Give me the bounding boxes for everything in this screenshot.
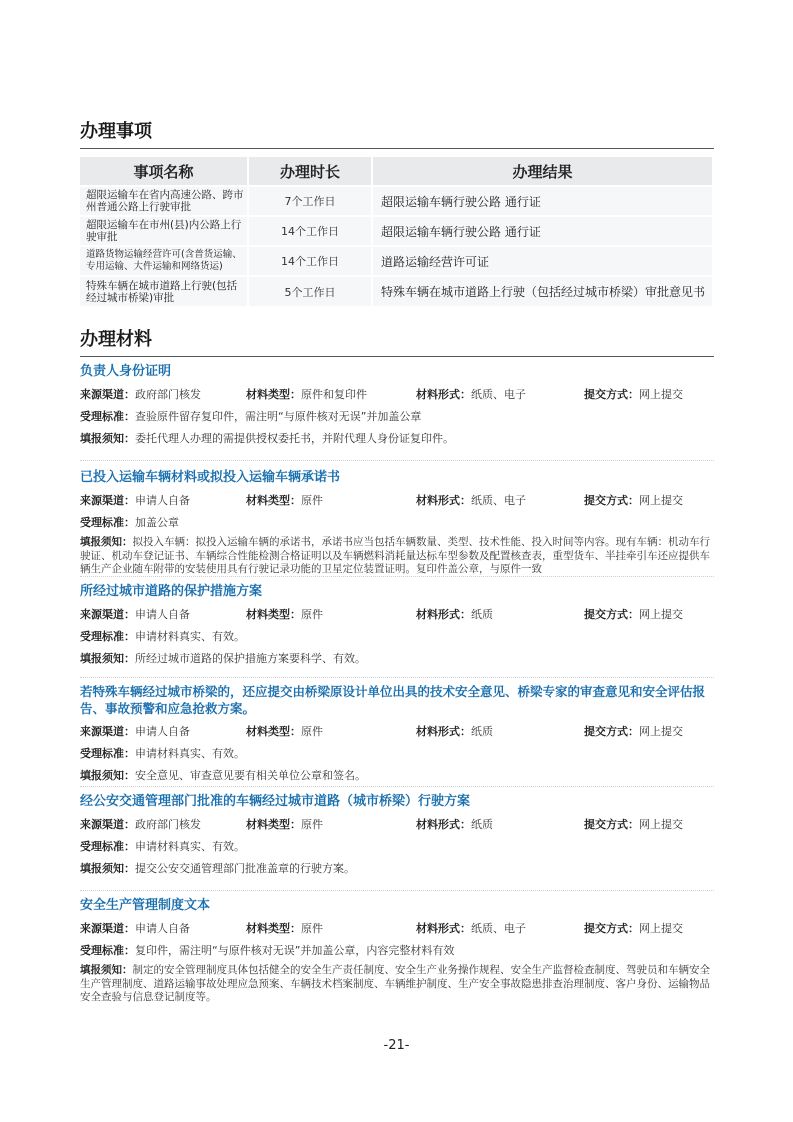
table-row (80, 246, 713, 276)
standard-line (80, 406, 714, 428)
submit-value: 网上提交 (639, 725, 683, 738)
material-meta-row (80, 918, 714, 940)
material-meta-row (80, 490, 714, 512)
type-label: 材料类型： (246, 388, 301, 401)
notes-value: 安全意见、审查意见要有相关单位公章和签名。 (135, 769, 366, 782)
material-meta-row (80, 721, 714, 743)
submit-label: 提交方式： (584, 388, 639, 401)
standard-value: 加盖公章 (135, 516, 179, 529)
material-item (80, 469, 714, 579)
notes-label: 填报须知： (80, 769, 135, 782)
notes-line (80, 858, 714, 880)
source-value: 政府部门核发 (135, 818, 201, 831)
table-header-row (80, 157, 713, 186)
standard-value: 申请材料真实、有效。 (135, 840, 245, 853)
material-item (80, 897, 714, 1007)
notes-value: 所经过城市道路的保护措施方案要科学、有效。 (135, 652, 366, 665)
notes-label: 填报须知： (80, 652, 135, 665)
matter-duration: 5个工作日 (248, 276, 372, 306)
material-title: 经公安交通管理部门批准的车辆经过城市道路（城市桥梁）行驶方案 (80, 794, 471, 809)
matter-duration: 14个工作日 (248, 246, 372, 276)
type-value: 原件 (301, 725, 323, 738)
table-row (80, 186, 713, 216)
source-label: 来源渠道： (80, 922, 135, 935)
source-label: 来源渠道： (80, 818, 135, 831)
submit-label: 提交方式： (584, 922, 639, 935)
divider (80, 890, 714, 891)
notes-value: 提交公安交通管理部门批准盖章的行驶方案。 (135, 862, 355, 875)
matters-section-title: 办理事项 (80, 120, 714, 149)
form-value: 纸质、电子 (471, 388, 526, 401)
standard-label: 受理标准： (80, 630, 135, 643)
material-title: 负责人身份证明 (80, 364, 172, 379)
form-label: 材料形式： (416, 922, 471, 935)
header-result: 办理结果 (372, 157, 713, 186)
submit-label: 提交方式： (584, 725, 639, 738)
submit-label: 提交方式： (584, 608, 639, 621)
form-label: 材料形式： (416, 725, 471, 738)
notes-line (80, 962, 714, 1007)
table-row (80, 276, 713, 306)
material-title: 安全生产管理制度文本 (80, 898, 211, 913)
submit-label: 提交方式： (584, 494, 639, 507)
form-label: 材料形式： (416, 494, 471, 507)
standard-value: 申请材料真实、有效。 (135, 747, 245, 760)
divider (80, 677, 714, 678)
source-label: 来源渠道： (80, 608, 135, 621)
notes-label: 填报须知： (80, 536, 133, 548)
matters-table (80, 157, 714, 306)
standard-line (80, 626, 714, 648)
standard-value: 查验原件留存复印件，需注明“与原件核对无误”并加盖公章 (135, 410, 422, 423)
type-label: 材料类型： (246, 818, 301, 831)
material-item (80, 793, 714, 880)
material-title: 所经过城市道路的保护措施方案 (80, 584, 263, 599)
standard-label: 受理标准： (80, 944, 135, 957)
notes-value: 制定的安全管理制度具体包括健全的安全生产责任制度、安全生产业务操作规程、安全生产监督检查制度、驾驶员和车辆安全生产管理制度、道路运输事故处理应急预案、车辆技术档案制度、车辆维护制度、生产安全事故隐患排查治理制度、客户身份、运输物品安全查验与信息登记制度等。 (80, 964, 710, 1003)
source-label: 来源渠道： (80, 725, 135, 738)
materials-section-title: 办理材料 (80, 328, 714, 357)
source-label: 来源渠道： (80, 494, 135, 507)
form-value: 纸质 (471, 818, 493, 831)
matter-result: 超限运输车辆行驶公路 通行证 (372, 216, 713, 246)
header-duration: 办理时长 (248, 157, 372, 186)
form-value: 纸质、电子 (471, 922, 526, 935)
submit-value: 网上提交 (639, 494, 683, 507)
type-value: 原件 (301, 818, 323, 831)
material-meta-row (80, 814, 714, 836)
standard-label: 受理标准： (80, 840, 135, 853)
source-label: 来源渠道： (80, 388, 135, 401)
notes-label: 填报须知： (80, 862, 135, 875)
material-title: 若特殊车辆经过城市桥梁的，还应提交由桥梁原设计单位出具的技术安全意见、桥梁专家的审查意见和安全评估报告、事故预警和应急抢救方案。 (80, 684, 706, 716)
matter-result: 超限运输车辆行驶公路 通行证 (372, 186, 713, 216)
matter-result: 特殊车辆在城市道路上行驶（包括经过城市桥梁）审批意见书 (372, 276, 713, 306)
type-value: 原件 (301, 494, 323, 507)
source-value: 申请人自备 (135, 725, 190, 738)
notes-line (80, 428, 714, 450)
submit-value: 网上提交 (639, 608, 683, 621)
material-item (80, 363, 714, 450)
standard-label: 受理标准： (80, 747, 135, 760)
matter-name: 特殊车辆在城市道路上行驶(包括经过城市桥梁)审批 (80, 276, 248, 306)
type-label: 材料类型： (246, 494, 301, 507)
divider (80, 460, 714, 461)
material-item (80, 683, 714, 787)
standard-line (80, 743, 714, 765)
standard-line (80, 940, 714, 962)
standard-label: 受理标准： (80, 410, 135, 423)
type-value: 原件和复印件 (301, 388, 367, 401)
notes-line (80, 648, 714, 670)
matter-result: 道路运输经营许可证 (372, 246, 713, 276)
source-value: 政府部门核发 (135, 388, 201, 401)
source-value: 申请人自备 (135, 494, 190, 507)
form-label: 材料形式： (416, 388, 471, 401)
notes-value: 委托代理人办理的需提供授权委托书，并附代理人身份证复印件。 (135, 432, 454, 445)
header-name: 事项名称 (80, 157, 248, 186)
matter-name: 道路货物运输经营许可(含普货运输、专用运输、大件运输和网络货运) (80, 246, 248, 276)
page-number: -21- (383, 1038, 410, 1053)
divider (80, 786, 714, 787)
source-value: 申请人自备 (135, 608, 190, 621)
standard-value: 复印件，需注明“与原件核对无误”并加盖公章，内容完整材料有效 (135, 944, 455, 957)
type-label: 材料类型： (246, 725, 301, 738)
submit-value: 网上提交 (639, 818, 683, 831)
form-value: 纸质 (471, 608, 493, 621)
notes-label: 填报须知： (80, 964, 133, 976)
submit-value: 网上提交 (639, 388, 683, 401)
matter-name: 超限运输车在市州(县)内公路上行驶审批 (80, 216, 248, 246)
type-value: 原件 (301, 922, 323, 935)
material-title: 已投入运输车辆材料或拟投入运输车辆承诺书 (80, 470, 341, 485)
notes-line (80, 534, 714, 579)
matter-duration: 14个工作日 (248, 216, 372, 246)
material-item (80, 583, 714, 670)
standard-label: 受理标准： (80, 516, 135, 529)
standard-value: 申请材料真实、有效。 (135, 630, 245, 643)
matter-duration: 7个工作日 (248, 186, 372, 216)
material-meta-row (80, 384, 714, 406)
form-value: 纸质、电子 (471, 494, 526, 507)
type-label: 材料类型： (246, 922, 301, 935)
source-value: 申请人自备 (135, 922, 190, 935)
type-value: 原件 (301, 608, 323, 621)
form-label: 材料形式： (416, 608, 471, 621)
submit-label: 提交方式： (584, 818, 639, 831)
form-label: 材料形式： (416, 818, 471, 831)
table-row (80, 216, 713, 246)
matter-name: 超限运输车在省内高速公路、跨市州普通公路上行驶审批 (80, 186, 248, 216)
divider (80, 576, 714, 577)
notes-label: 填报须知： (80, 432, 135, 445)
standard-line (80, 836, 714, 858)
type-label: 材料类型： (246, 608, 301, 621)
standard-line (80, 512, 714, 534)
submit-value: 网上提交 (639, 922, 683, 935)
notes-value: 拟投入车辆：拟投入运输车辆的承诺书，承诺书应当包括车辆数量、类型、技术性能、投入时间等内容。现有车辆：机动车行驶证、机动车登记证书、车辆综合性能检测合格证明以及车辆燃料消耗量达标车型参数及配置核查表，重型货车、半挂牵引车还应提供车辆生产企业随车附带的安装使用具有行驶记录功能的卫星定位装置证明。复印件盖公章，与原件一致 (80, 536, 710, 575)
notes-line (80, 765, 714, 787)
material-meta-row (80, 604, 714, 626)
form-value: 纸质 (471, 725, 493, 738)
